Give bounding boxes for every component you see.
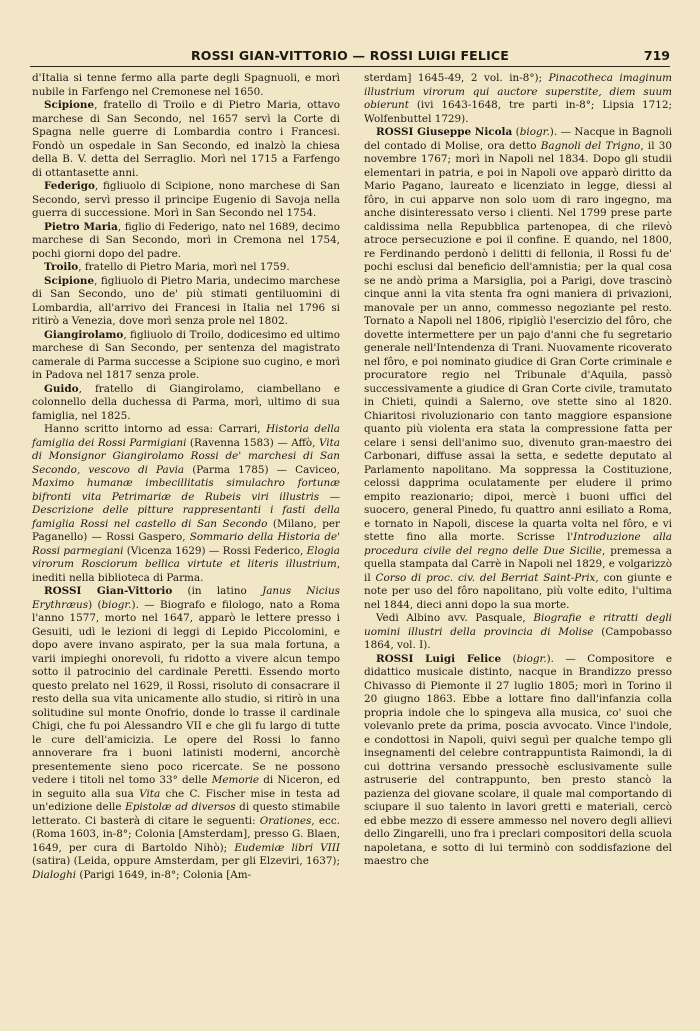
paragraph: sterdam] 1645-49, 2 vol. in-8°); Pinacotheca imaginum illustrium virorum qui auctore superstite, diem suum obierunt (ivi 1643-1648, tre parti in-8°; Lipsia 1712; Wolfenbuttel 1729).: [364, 72, 672, 125]
entry-name: Guido: [44, 382, 79, 395]
entry-name: Giangirolamo: [44, 328, 124, 341]
right-column: [364, 72, 672, 869]
entry-name: Scipione: [44, 99, 95, 111]
entry-rossi-luigi-felice: ROSSI Luigi Felice (biogr.). — Compositore e didattico musicale distinto, nacque in Brandizzo presso Chivasso di Piemonte il 27 luglio 1805; morì in Torino il 20 giugno 1863. Ebbe a lottare fino dall'infanzia colla propria indole che lo spingeva alla musica, co' suoi che volevanlo prete da prima, poscia avvocato. Vince l'indole, e condottosi in Napoli, quivi seguì per qualche tempo gli insegnamenti del celebre contrappuntista Raimondi, la di cui dottrina versando pressochè esclusivamente sulle astruserie del contrappunto, ben presto stancò la pazienza del giovane scolare, il quale mal comportando di sciupare il suo talento in lavori gretti e materiali, cercò ed ebbe mezzo di essere ammesso nel novero degli allievi dello Zingarelli, uno fra i preclari compositori della scuola napoletana, e sotto di lui terminò con soddisfazione del maestro che: [364, 652, 672, 867]
page-number: 719: [643, 48, 670, 63]
entry-federigo: Federigo, figliuolo di Scipione, nono marchese di San Secondo, servì presso il principe Eugenio di Savoja nella guerra di successione. Morì in San Secondo nel 1754.: [32, 180, 340, 219]
entry-pietro-maria: Pietro Maria, figlio di Federigo, nato nel 1689, decimo marchese di San Secondo, morì in Cremona nel 1754, pochi giorni dopo del padre.: [32, 220, 340, 260]
entry-scipione: Scipione, fratello di Troilo e di Pietro Maria, ottavo marchese di San Secondo, nel 1657 servì la Corte di Spagna nelle guerre di Lombardia contro i Francesi. Fondò un ospedale in San Secondo, ed inalzò la chiesa della B. V. detta del Serraglio. Morì nel 1715 a Farfengo di ottantasette anni.: [32, 99, 340, 179]
running-title: ROSSI GIAN-VITTORIO — ROSSI LUIGI FELICE: [190, 48, 510, 63]
entry-name: Scipione: [44, 274, 95, 287]
entry-name: Pietro Maria: [44, 220, 118, 233]
entry-name: Troilo: [44, 261, 79, 273]
entry-name: ROSSI Giuseppe Nicola: [376, 126, 513, 138]
entry-troilo: Troilo, fratello di Pietro Maria, morì nel 1759.: [44, 261, 290, 273]
entry-rossi-gian-vittorio: ROSSI Gian-Vittorio (in latino Janus Nicius Erythræus) (biogr.). — Biografo e filologo, nato a Roma l'anno 1577, morto nel 1647, apparò le lettere presso i Gesuiti, udì le lezioni di leggi di Lepido Piccolomini, e dopo avere invano aspirato, per la sua mala fortuna, a varii impieghi onorevoli, fu ridotto a vivere alcun tempo sotto il patrocinio del cardinale Peretti. Essendo morto questo prelato nel 1629, il Rossi, risoluto di consacrare il resto della sua vita unicamente allo studio, si ritirò in una solitudine sul monte Onofrio, donde lo trasse il cardinale Chigi, che fu poi Alessandro VII e che gli fu largo di tutte le cure dell'amicizia. Le opere del Rossi lo fanno annoverare fra i buoni latinisti moderni, ancorchè presentemente sieno poco ricercate. Se ne possono vedere i titoli nel tomo 33° delle Memorie di Niceron, ed in seguito alla sua Vita che C. Fischer mise in testa ad un'edizione delle Epistolæ ad diversos di questo stimabile letterato. Ci basterà di citare le seguenti: Orationes, ecc. (Roma 1603, in-8°; Colonia [Amsterdam], presso G. Blaen, 1649, per cura di Bartoldo Nihò); Eudemiæ libri VIII (satira) (Leida, oppure Amsterdam, per gli Elzeviri, 1637); Dialoghi (Parigi 1649, in-8°; Colonia [Am-: [32, 585, 341, 881]
entry-guido: Guido, fratello di Giangirolamo, ciambellano e colonnello della duchessa di Parma, morì, ultimo di sua famiglia, nel 1825.: [32, 382, 340, 422]
page-header: [30, 40, 670, 67]
entry-name: ROSSI Gian-Vittorio: [44, 585, 173, 597]
entry-name: Federigo: [44, 180, 95, 192]
left-column: [32, 72, 340, 882]
reference-paragraph: Vedi Albino avv. Pasquale, Biografie e ritratti degli uomini illustri della provincia di Molise (Campobasso 1864, vol. I).: [364, 612, 672, 651]
entry-giangirolamo: Giangirolamo, figliuolo di Troilo, dodicesimo ed ultimo marchese di San Secondo, per sentenza del magistrato camerale di Parma successe a Scipione suo cugino, e morì in Padova nel 1817 senza prole.: [32, 328, 340, 381]
entry-scipione-2: Scipione, figliuolo di Pietro Maria, undecimo marchese di San Secondo, uno de' più stimati gentiluomini di Lombardia, all'arrivo dei Francesi in Italia nel 1796 si ritirò a Venezia, dove morì senza prole nel 1802.: [32, 274, 340, 327]
entry-name: ROSSI Luigi Felice: [376, 652, 502, 665]
entry-rossi-giuseppe-nicola: ROSSI Giuseppe Nicola (biogr.). — Nacque in Bagnoli del contado di Molise, ora detto Bagnoli del Trigno, il 30 novembre 1767; morì in Napoli nel 1834. Dopo gli studii elementari in patria, e poi in Napoli ove apparò diritto da Mario Pagano, laureato e licenziato in legge, diessi al fôro, in cui apparve non solo uom di raro ingegno, ma anche disinteressato verso i clienti. Nel 1799 prese parte caldissima nella Repubblica partenopea, di che rilevò atroce persecuzione e poi il confine. E quando, nel 1800, re Ferdinando perdonò i delitti di fellonia, il Rossi fu de' pochi esclusi dal beneficio dell'amnistia; per la qual cosa se ne andò prima a Marsiglia, poi a Parigi, dove trascinò cinque anni la vita stenta fra ogni maniera di privazioni, manovale per un anno, commesso negoziante pel resto. Tornato a Napoli nel 1806, ripigliò l'esercizio del fôro, che dovette intermettere per un pajo d'anni che fu segretario generale nell'Intendenza di Trani. Nuovamente ricoverato nel fôro, e poi nominato giudice di Gran Corte criminale e procuratore regio nel Tribunale d'Aquila, passò successivamente a giudice di Gran Corte civile, tramutato in Chieti, quindi a Salerno, ove stette sino al 1820. Chiaritosi rivoluzionario con tanto maggiore espansione quanto più violenta era stata la compressione fatta per celare i sensi dell'animo suo, divenuto gran-maestro dei Carbonari, diffuse assai la setta, e sedette deputato al Parlamento napolitano. Ma soppressa la Costituzione, celossi dapprima oculatamente per eludere il primo empito reazionario; dipoi, mercè i buoni uffici del suocero, general Pinedo, fu quattro anni esiliato a Roma, e tornato in Napoli, discese la quarta volta nel fôro, e vi stette fino alla morte. Scrisse l'Introduzione alla procedura civile del regno delle Due Sicilie, premessa a quella stampata dal Carrè in Napoli nel 1829, e volgarizzò il Corso di proc. civ. del Berriat Saint-Prix, con giunte e note per uso del fôro napolitano, più volte edito, l'ultima nel 1844, dieci anni dopo la sua morte.: [364, 126, 673, 611]
bibliography-paragraph: Hanno scritto intorno ad essa: Carrari, Historia della famiglia dei Rossi Parmigiani (Ravenna 1583) — Affò, Vita di Monsignor Giangirolamo Rossi de' marchesi di San Secondo, vescovo di Pavia (Parma 1785) — Caviceo, Maximo humanæ imbecillitatis simulachro fortunæ bifronti vita Petrimariæ de Rubeis viri illustris — Descrizione delle pitture rappresentanti i fasti della famiglia Rossi nel castello di San Secondo (Milano, per Paganello) — Rossi Gaspero, Sommario della Historia de' Rossi parmegiani (Vicenza 1629) — Rossi Federico, Elogia virorum Rosciorum bellica virtute et literis illustrium, inediti nella biblioteca di Parma.: [32, 423, 341, 584]
paragraph: d'Italia si tenne fermo alla parte degli Spagnuoli, e morì nubile in Farfengo nel Cremonese nel 1650.: [32, 72, 340, 98]
